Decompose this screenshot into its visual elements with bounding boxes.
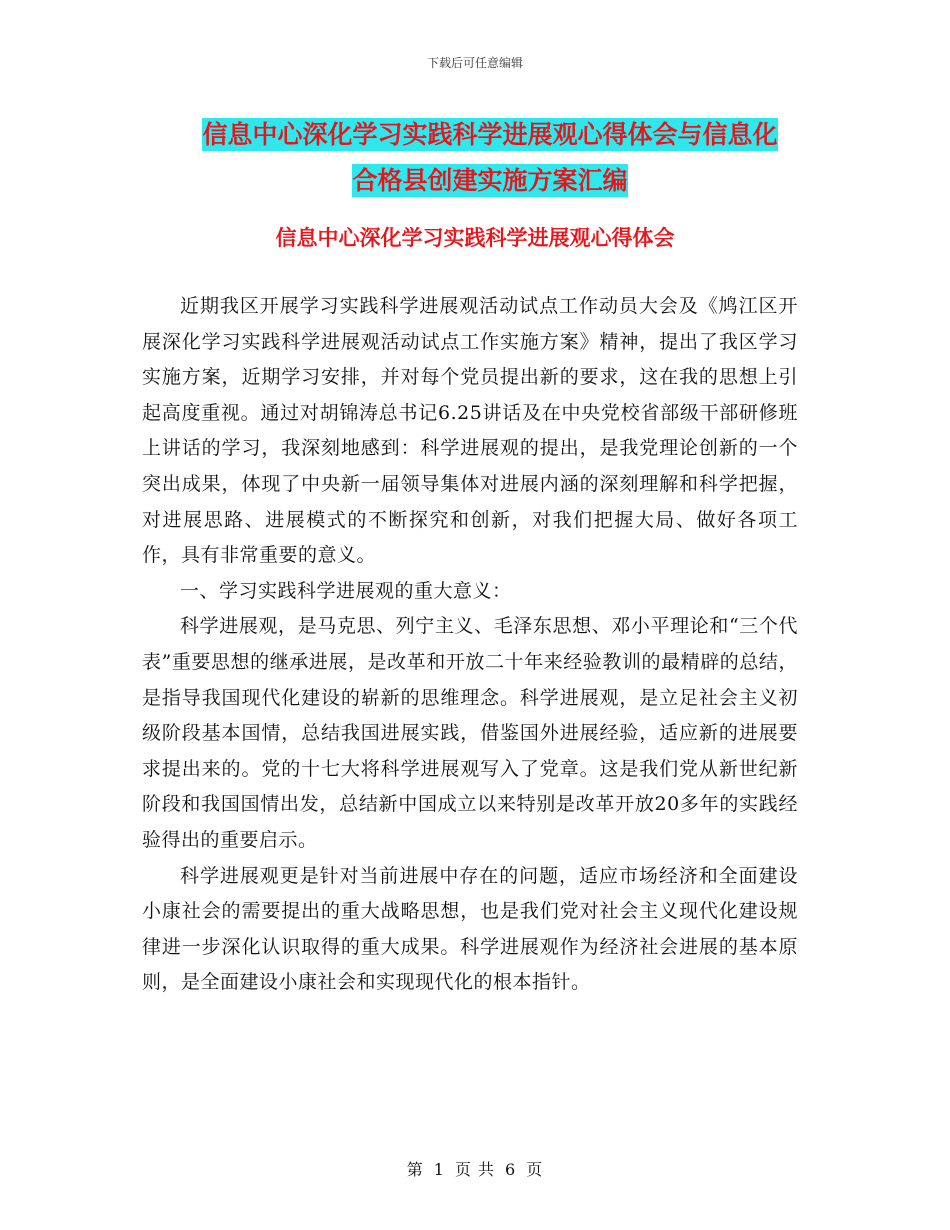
footer-current-page: 1 (433, 1160, 445, 1179)
document-title-line-2: 合格县创建实施方案汇编 (352, 166, 628, 195)
document-title (150, 112, 830, 204)
footer-prefix: 第 (406, 1160, 424, 1179)
footer-middle: 页 共 (454, 1160, 496, 1179)
paragraph: 近期我区开展学习实践科学进展观活动试点工作动员大会及《鸠江区开展深化学习实践科学进展观活动试点工作实施方案》精神，提出了我区学习实施方案，近期学习安排，并对每个党员提出新的要求，这在我的思想上引起高度重视。通过对胡锦涛总书记6.25讲话及在中央党校省部级干部研修班上讲话的学习，我深刻地感到：科学进展观的提出，是我党理论创新的一个突出成果，体现了中央新一届领导集体对进展内涵的深刻理解和科学把握，对进展思路、进展模式的不断探究和创新，对我们把握大局、做好各项工作，具有非常重要的意义。 (142, 295, 798, 567)
document-body (142, 289, 798, 1001)
document-title-line-1: 信息中心深化学习实践科学进展观心得体会与信息化 (202, 120, 778, 149)
header-note: 下载后可任意编辑 (426, 56, 523, 70)
paragraph: 科学进展观，是马克思、列宁主义、毛泽东思想、邓小平理论和“三个代表”重要思想的继承进展，是改革和开放二十年来经验教训的最精辟的总结，是指导我国现代化建设的崭新的思维理念。科学进展观，是立足社会主义初级阶段基本国情，总结我国进展实践，借鉴国外进展经验，适应新的进展要求提出来的。党的十七大将科学进展观写入了党章。这是我们党从新世纪新阶段和我国国情出发，总结新中国成立以来特别是改革开放20多年的实践经验得出的重要启示。 (142, 615, 798, 851)
paragraph: 一、学习实践科学进展观的重大意义： (180, 579, 512, 602)
footer-total-pages: 6 (505, 1160, 517, 1179)
paragraph: 科学进展观更是针对当前进展中存在的问题，适应市场经济和全面建设小康社会的需要提出的重大战略思想，也是我们党对社会主义现代化建设规律进一步深化认识取得的重大成果。科学进展观作为经济社会进展的基本原则，是全面建设小康社会和实现现代化的根本指针。 (142, 864, 798, 994)
footer-suffix: 页 (526, 1160, 544, 1179)
section-title: 信息中心深化学习实践科学进展观心得体会 (275, 225, 675, 250)
page-footer (0, 1157, 950, 1180)
